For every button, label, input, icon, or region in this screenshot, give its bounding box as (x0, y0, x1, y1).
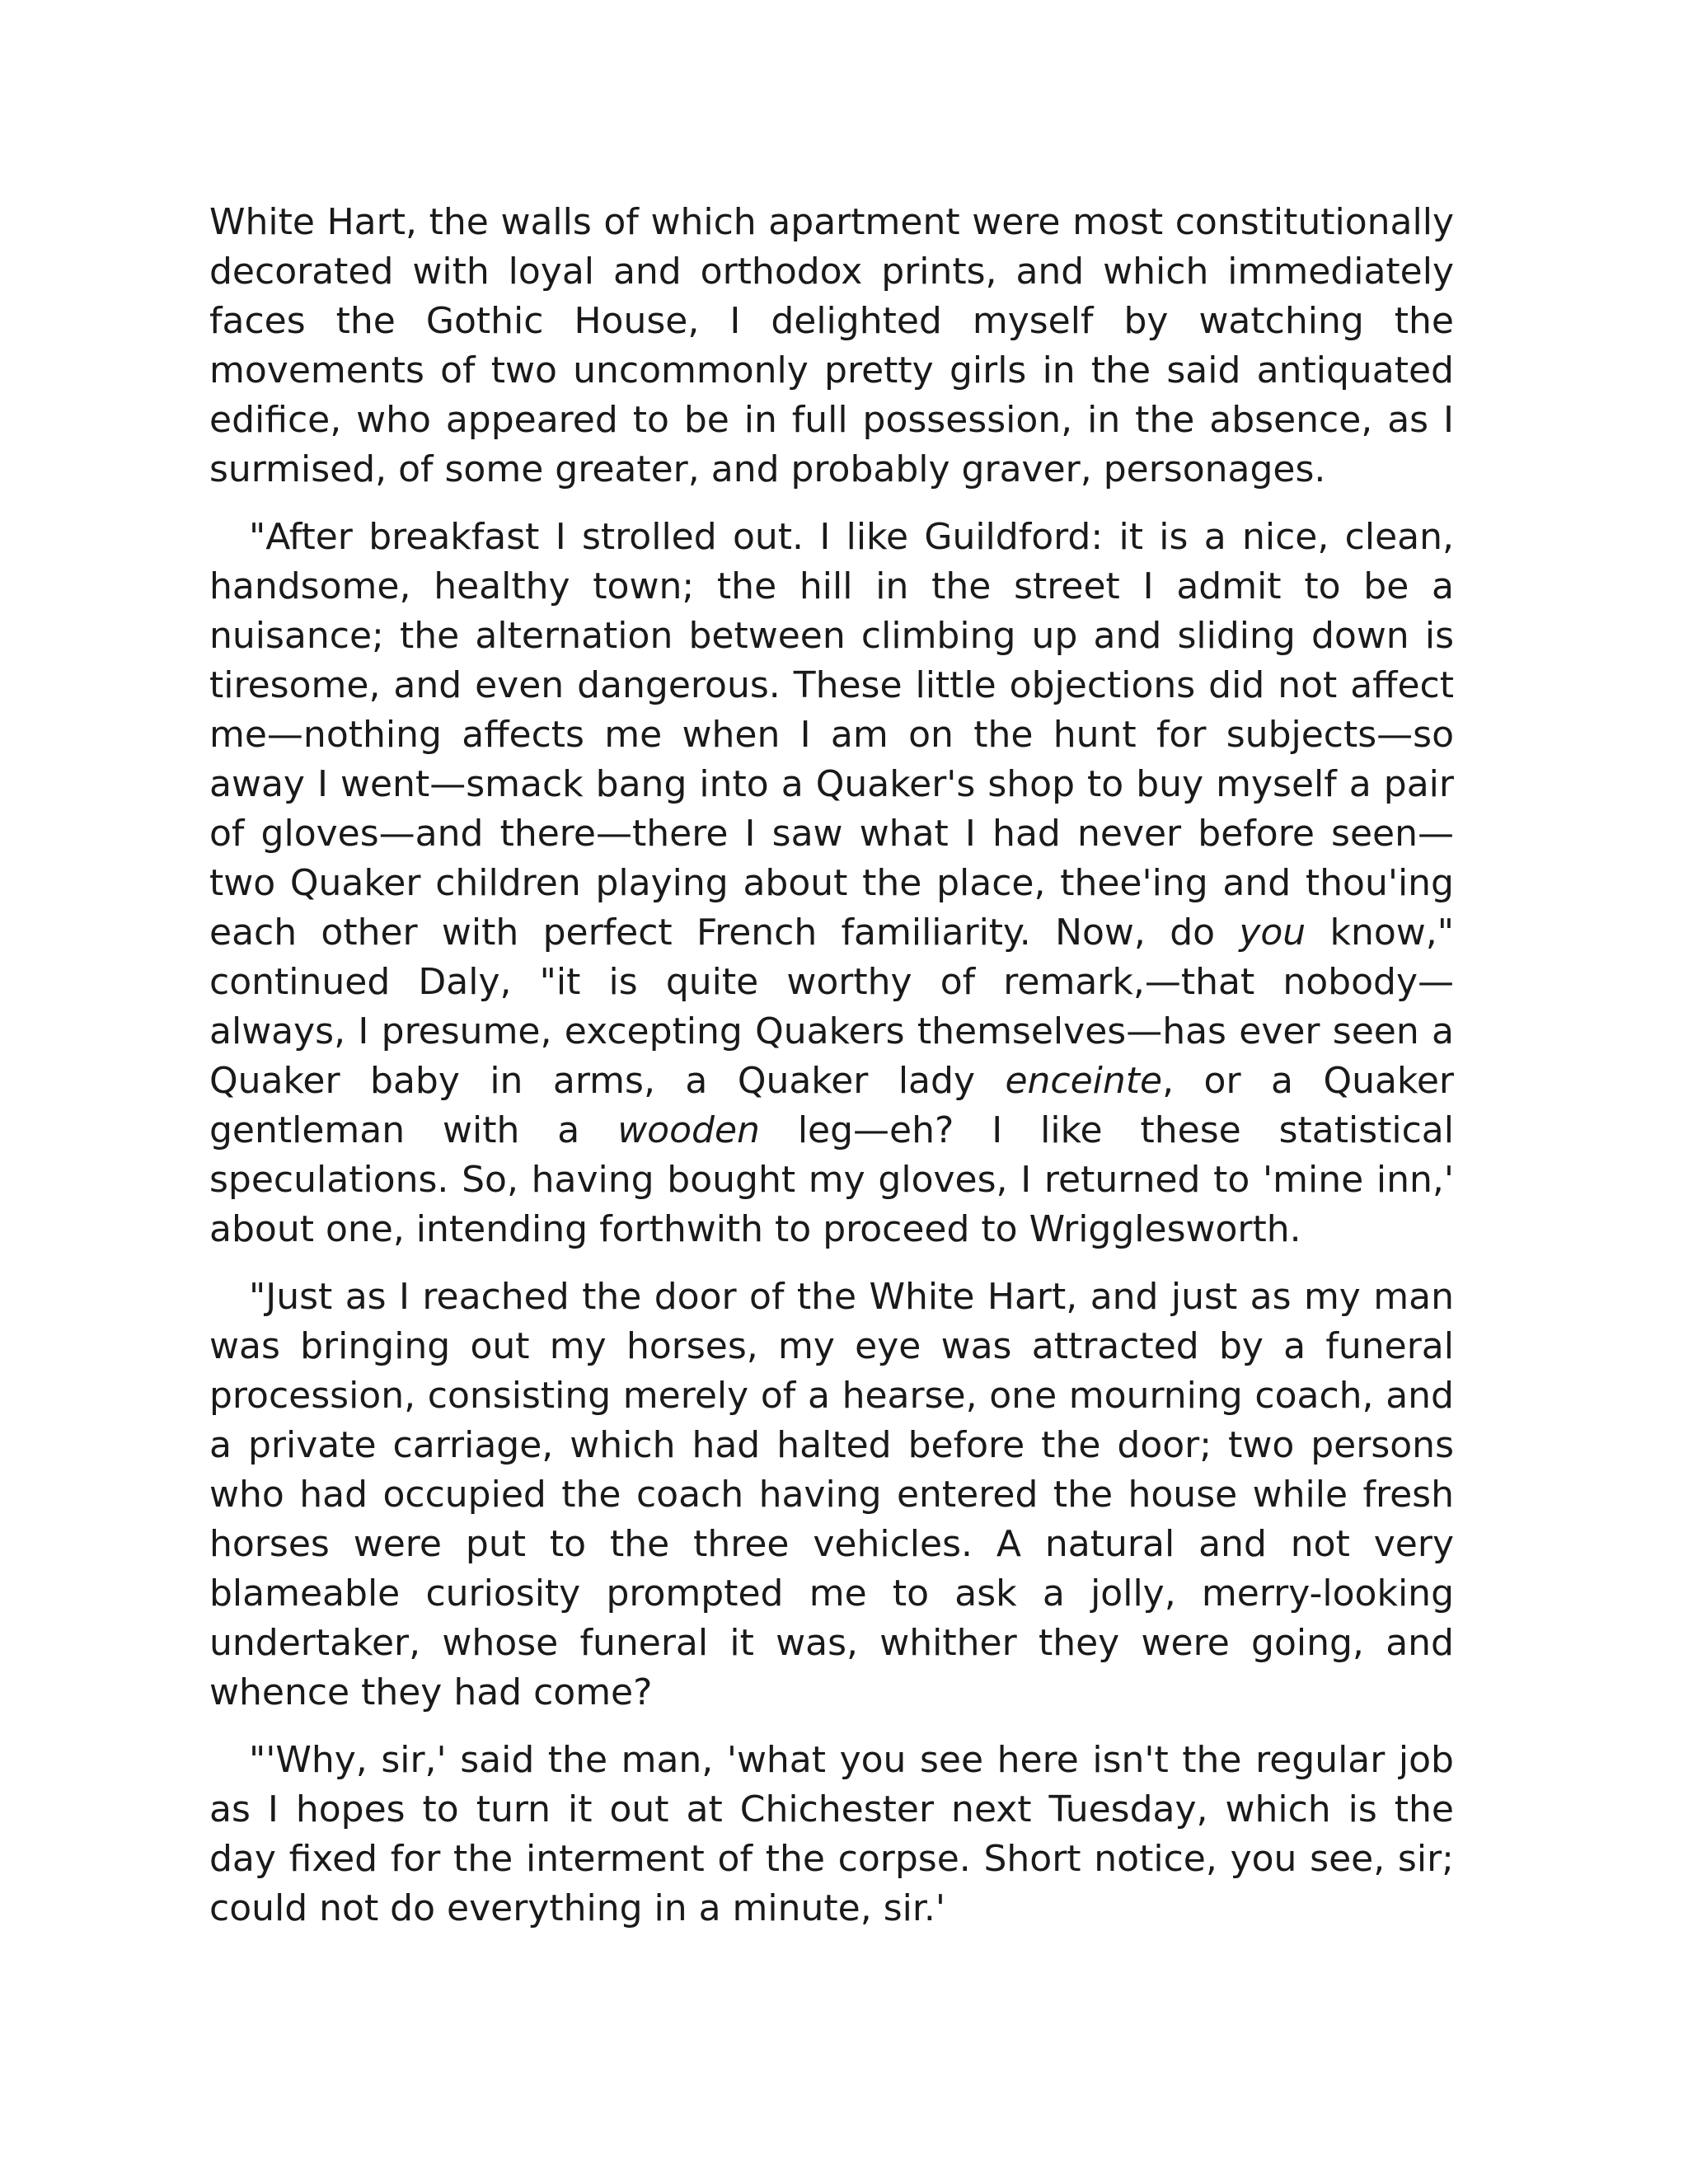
text-run: "Just as I reached the door of the White Hart, and just as my man was bringing out my horses, my eye was attracted by a funeral procession, consisting merely of a hearse, one mourning coach, and a private carriage, which had halted before the door; two persons who had occupied the coach having entered the house while fresh horses were put to the three vehicles. A natural and not very blameable curiosity prompted me to ask a jolly, merry-looking undertaker, whose funeral it was, whither they were going, and whence they had come? (209, 1276, 1454, 1713)
text-run: "'Why, sir,' said the man, 'what you see here isn't the regular job as I hopes to turn it out at Chichester next Tuesday, which is the day fixed for the interment of the corpse. Short notice, you see, sir; could not do everything in a minute, sir.' (209, 1739, 1454, 1929)
paragraph-3 (209, 1272, 1454, 1718)
text-run: know," continued Daly, "it is quite worthy of remark,—that nobody—always, I presume, excepting Quakers themselves—has ever seen a Quaker baby in arms, a Quaker lady (209, 912, 1454, 1102)
italic-text-run: wooden (617, 1109, 760, 1151)
paragraph-1 (209, 198, 1454, 494)
paragraph-4 (209, 1736, 1454, 1933)
italic-text-run: enceinte (1005, 1060, 1163, 1102)
text-run: , or a Quaker gentleman with a (209, 1060, 1454, 1151)
text-run: leg—eh? I like these statistical speculations. So, having bought my gloves, I returned to 'mine inn,' about one, intending forthwith to proceed to Wrigglesworth. (209, 1109, 1454, 1250)
paragraph-2 (209, 513, 1454, 1254)
text-run: White Hart, the walls of which apartment were most constitutionally decorated with loyal and orthodox prints, and which immediately faces the Gothic House, I delighted myself by watching the movements of two uncommonly pretty girls in the said antiquated edifice, who appeared to be in full possession, in the absence, as I surmised, of some greater, and probably graver, personages. (209, 201, 1454, 490)
text-run: "After breakfast I strolled out. I like Guildford: it is a nice, clean, handsome, healthy town; the hill in the street I admit to be a nuisance; the alternation between climbing up and sliding down is tiresome, and even dangerous. These little objections did not affect me—nothing affects me when I am on the hunt for subjects—so away I went—smack bang into a Quaker's shop to buy myself a pair of gloves—and there—there I saw what I had never before seen—two Quaker children playing about the place, thee'ing and thou'ing each other with perfect French familiarity. Now, do (209, 516, 1454, 954)
italic-text-run: you (1239, 912, 1306, 954)
document-page (209, 198, 1454, 1952)
